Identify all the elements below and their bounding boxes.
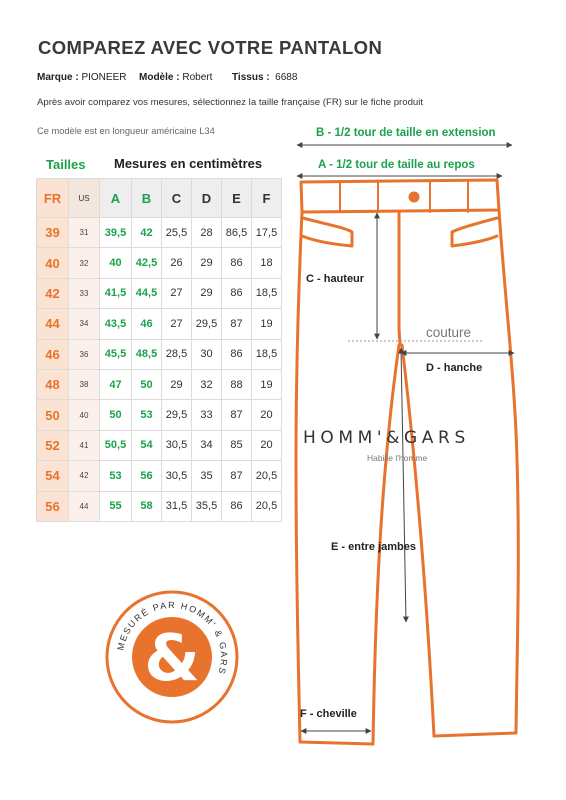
header-c: C	[162, 179, 192, 218]
cell-us: 38	[69, 369, 100, 399]
cell-c: 27	[162, 309, 192, 339]
ampersand-logo: &	[144, 622, 200, 696]
table-row	[37, 400, 282, 430]
cell-d: 29,5	[192, 309, 222, 339]
tailles-heading: Tailles	[46, 157, 86, 172]
cell-e: 86	[222, 248, 252, 278]
waist-button	[409, 192, 420, 203]
cell-b: 46	[132, 309, 162, 339]
table-row	[37, 278, 282, 308]
header-b: B	[132, 179, 162, 218]
cell-b: 42,5	[132, 248, 162, 278]
cell-e: 87	[222, 400, 252, 430]
label-a: A - 1/2 tour de taille au repos	[318, 159, 475, 171]
fabric-meta	[232, 72, 297, 83]
cell-a: 55	[100, 491, 132, 521]
table-header-row	[37, 179, 282, 218]
cell-c: 29,5	[162, 400, 192, 430]
left-pocket	[302, 218, 352, 246]
cell-f: 20,5	[252, 491, 282, 521]
cell-b: 50	[132, 369, 162, 399]
cell-a: 45,5	[100, 339, 132, 369]
cell-e: 85	[222, 430, 252, 460]
left-outer-seam	[296, 212, 302, 742]
header-us: US	[69, 179, 100, 218]
header-e: E	[222, 179, 252, 218]
cell-f: 18,5	[252, 339, 282, 369]
instruction-text: Après avoir comparez vos mesures, sélectionnez la taille française (FR) sur le fiche produit	[37, 97, 424, 108]
brand-logo: HOMM'&GARS	[303, 428, 470, 448]
cell-a: 43,5	[100, 309, 132, 339]
cell-f: 20	[252, 430, 282, 460]
right-outer-seam	[499, 210, 518, 733]
cell-us: 36	[69, 339, 100, 369]
cell-b: 48,5	[132, 339, 162, 369]
cell-d: 30	[192, 339, 222, 369]
right-hem	[434, 733, 516, 736]
cell-fr: 48	[37, 369, 69, 399]
cell-c: 30,5	[162, 461, 192, 491]
label-d: D - hanche	[426, 362, 483, 374]
cell-e: 87	[222, 309, 252, 339]
cell-a: 40	[100, 248, 132, 278]
cell-us: 40	[69, 400, 100, 430]
cell-b: 44,5	[132, 278, 162, 308]
cell-f: 17,5	[252, 218, 282, 248]
cell-fr: 50	[37, 400, 69, 430]
left-hem	[300, 742, 373, 744]
cell-b: 54	[132, 430, 162, 460]
cell-e: 86	[222, 491, 252, 521]
stamp-ring-text: MESURÉ PAR HOMM' & GARS	[115, 599, 230, 677]
cell-b: 42	[132, 218, 162, 248]
cell-d: 29	[192, 248, 222, 278]
table-row	[37, 430, 282, 460]
cell-a: 47	[100, 369, 132, 399]
cell-a: 53	[100, 461, 132, 491]
table-row	[37, 491, 282, 521]
brand-meta	[37, 72, 126, 83]
cell-d: 29	[192, 278, 222, 308]
cell-c: 28,5	[162, 339, 192, 369]
table-row	[37, 218, 282, 248]
label-b: B - 1/2 tour de taille en extension	[316, 127, 496, 139]
cell-e: 87	[222, 461, 252, 491]
cell-d: 34	[192, 430, 222, 460]
model-meta	[139, 72, 212, 83]
right-pocket	[452, 218, 497, 246]
label-f: F - cheville	[300, 708, 357, 720]
fly-line	[399, 212, 400, 345]
cell-d: 32	[192, 369, 222, 399]
cell-f: 19	[252, 369, 282, 399]
belt-loops	[340, 182, 468, 212]
cell-c: 25,5	[162, 218, 192, 248]
size-table	[36, 178, 282, 522]
cell-d: 33	[192, 400, 222, 430]
cell-c: 30,5	[162, 430, 192, 460]
table-row	[37, 339, 282, 369]
cell-us: 31	[69, 218, 100, 248]
table-row	[37, 461, 282, 491]
cell-a: 50	[100, 400, 132, 430]
cell-e: 86,5	[222, 218, 252, 248]
tissus-label: Tissus :	[232, 72, 270, 83]
cell-d: 28	[192, 218, 222, 248]
cell-us: 41	[69, 430, 100, 460]
cell-f: 20	[252, 400, 282, 430]
header-f: F	[252, 179, 282, 218]
brand-tagline: Habille l'homme	[367, 453, 428, 463]
cell-us: 32	[69, 248, 100, 278]
label-e: E - entre jambes	[331, 541, 416, 553]
table-row	[37, 369, 282, 399]
cell-c: 27	[162, 278, 192, 308]
header-a: A	[100, 179, 132, 218]
table-row	[37, 248, 282, 278]
cell-b: 56	[132, 461, 162, 491]
cell-d: 35,5	[192, 491, 222, 521]
table-row	[37, 309, 282, 339]
mesures-heading: Mesures en centimètres	[114, 156, 263, 171]
cell-fr: 56	[37, 491, 69, 521]
cell-d: 35	[192, 461, 222, 491]
cell-fr: 42	[37, 278, 69, 308]
cell-fr: 54	[37, 461, 69, 491]
cell-fr: 40	[37, 248, 69, 278]
cell-f: 19	[252, 309, 282, 339]
cell-c: 29	[162, 369, 192, 399]
cell-a: 41,5	[100, 278, 132, 308]
cell-e: 86	[222, 339, 252, 369]
cell-e: 88	[222, 369, 252, 399]
cell-us: 44	[69, 491, 100, 521]
cell-fr: 46	[37, 339, 69, 369]
cell-f: 20,5	[252, 461, 282, 491]
cell-fr: 52	[37, 430, 69, 460]
cell-f: 18	[252, 248, 282, 278]
measure-e-line	[401, 348, 406, 622]
marque-label: Marque :	[37, 72, 79, 83]
modele-value: Robert	[182, 72, 213, 83]
cell-e: 86	[222, 278, 252, 308]
waistband	[301, 180, 499, 212]
cell-us: 34	[69, 309, 100, 339]
cell-a: 50,5	[100, 430, 132, 460]
label-c: C - hauteur	[306, 273, 365, 285]
page-title: COMPAREZ AVEC VOTRE PANTALON	[38, 37, 383, 58]
cell-us: 42	[69, 461, 100, 491]
measured-by-stamp	[103, 588, 241, 726]
cell-us: 33	[69, 278, 100, 308]
length-note: Ce modèle est en longueur américaine L34	[37, 126, 215, 136]
cell-b: 53	[132, 400, 162, 430]
label-couture: couture	[426, 325, 472, 340]
cell-c: 26	[162, 248, 192, 278]
cell-c: 31,5	[162, 491, 192, 521]
modele-label: Modèle :	[139, 72, 180, 83]
marque-value: PIONEER	[81, 72, 127, 83]
cell-fr: 44	[37, 309, 69, 339]
cell-b: 58	[132, 491, 162, 521]
tissus-value: 6688	[275, 72, 298, 83]
cell-f: 18,5	[252, 278, 282, 308]
cell-a: 39,5	[100, 218, 132, 248]
header-fr: FR	[37, 179, 69, 218]
header-d: D	[192, 179, 222, 218]
cell-fr: 39	[37, 218, 69, 248]
